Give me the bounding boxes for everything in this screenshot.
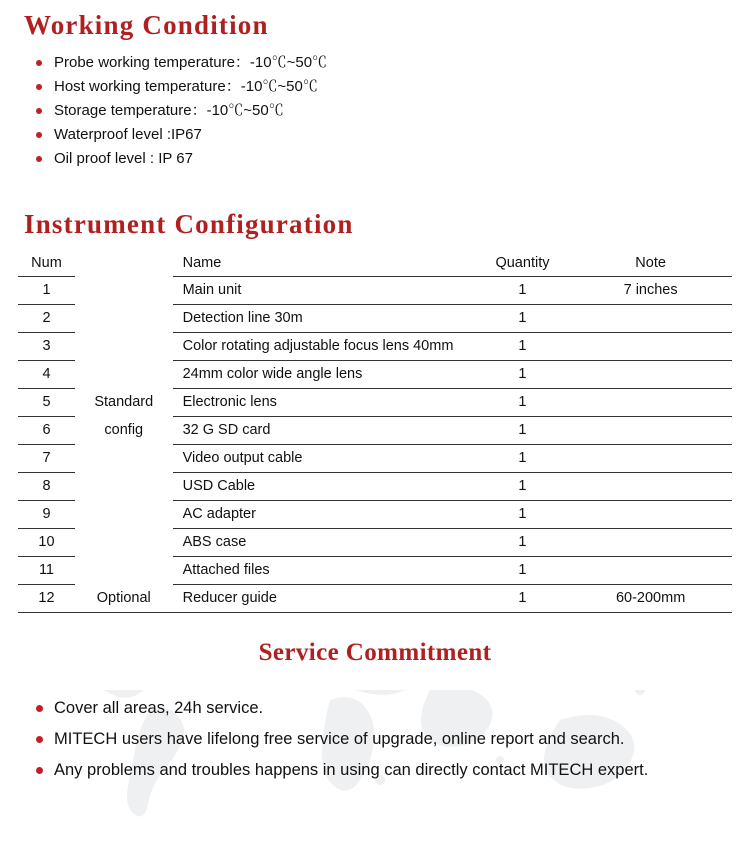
cell-note xyxy=(569,529,732,557)
cell-note xyxy=(569,389,732,417)
table-row xyxy=(18,585,732,613)
cell-num: 4 xyxy=(18,361,75,389)
cell-name: ABS case xyxy=(173,529,476,557)
working-condition-list xyxy=(18,47,732,170)
cell-note xyxy=(569,417,732,445)
cell-quantity: 1 xyxy=(476,305,570,333)
list-item-text: Any problems and troubles happens in using can directly contact MITECH expert. xyxy=(54,761,649,779)
service-commitment-list xyxy=(18,689,732,785)
cell-name: Attached files xyxy=(173,557,476,585)
cell-note: 7 inches xyxy=(569,277,732,305)
cell-group-standard-line2: config xyxy=(104,422,144,438)
list-item-text: Host working temperature：-10℃~50℃ xyxy=(54,78,318,95)
cell-num: 7 xyxy=(18,445,75,473)
cell-num: 1 xyxy=(18,277,75,305)
table-row xyxy=(18,389,732,417)
list-item-text: Storage temperature：-10℃~50℃ xyxy=(54,102,284,119)
list-item-text: Waterproof level :IP67 xyxy=(54,126,202,143)
cell-quantity: 1 xyxy=(476,501,570,529)
cell-quantity: 1 xyxy=(476,417,570,445)
cell-note xyxy=(569,501,732,529)
column-header-name: Name xyxy=(173,252,476,277)
instrument-configuration-table xyxy=(18,252,732,613)
cell-note xyxy=(569,361,732,389)
cell-note xyxy=(569,445,732,473)
cell-num: 8 xyxy=(18,473,75,501)
cell-quantity: 1 xyxy=(476,473,570,501)
list-item-text: Probe working temperature：-10℃~50℃ xyxy=(54,54,328,71)
list-item xyxy=(32,123,732,146)
service-commitment-title: Service Commitment xyxy=(258,639,492,666)
column-header-num: Num xyxy=(18,252,75,277)
cell-quantity: 1 xyxy=(476,529,570,557)
list-item-text: Cover all areas, 24h service. xyxy=(54,699,264,717)
list-item xyxy=(32,724,732,754)
cell-note xyxy=(569,473,732,501)
column-header-group xyxy=(75,252,173,277)
cell-quantity: 1 xyxy=(476,445,570,473)
cell-num: 9 xyxy=(18,501,75,529)
cell-num: 10 xyxy=(18,529,75,557)
cell-name: Main unit xyxy=(173,277,476,305)
cell-name: Detection line 30m xyxy=(173,305,476,333)
cell-name: 24mm color wide angle lens xyxy=(173,361,476,389)
cell-name: Color rotating adjustable focus lens 40mm xyxy=(173,333,476,361)
list-item xyxy=(32,755,732,785)
list-item xyxy=(32,99,732,122)
cell-quantity: 1 xyxy=(476,333,570,361)
cell-name: Electronic lens xyxy=(173,389,476,417)
cell-quantity: 1 xyxy=(476,361,570,389)
column-header-note: Note xyxy=(569,252,732,277)
cell-num: 5 xyxy=(18,389,75,417)
cell-num: 11 xyxy=(18,557,75,585)
list-item-text: Oil proof level : IP 67 xyxy=(54,150,193,167)
cell-name: AC adapter xyxy=(173,501,476,529)
table-header-row xyxy=(18,252,732,277)
cell-quantity: 1 xyxy=(476,389,570,417)
cell-name: USD Cable xyxy=(173,473,476,501)
cell-name: Reducer guide xyxy=(173,585,476,613)
cell-name: 32 G SD card xyxy=(173,417,476,445)
cell-note xyxy=(569,305,732,333)
cell-group-standard-line1: Standard xyxy=(94,394,154,410)
list-item xyxy=(32,147,732,170)
list-item xyxy=(32,75,732,98)
cell-num: 2 xyxy=(18,305,75,333)
cell-group-empty-top xyxy=(75,277,173,389)
list-item xyxy=(32,693,732,723)
table-row xyxy=(18,277,732,305)
cell-group-empty-bottom xyxy=(75,445,173,585)
list-item xyxy=(32,51,732,74)
cell-name: Video output cable xyxy=(173,445,476,473)
instrument-configuration-title: Instrument Configuration xyxy=(24,209,354,239)
cell-num: 12 xyxy=(18,585,75,613)
cell-note xyxy=(569,557,732,585)
working-condition-title: Working Condition xyxy=(24,10,269,40)
table-row xyxy=(18,445,732,473)
cell-num: 3 xyxy=(18,333,75,361)
cell-quantity: 1 xyxy=(476,585,570,613)
list-item-text: MITECH users have lifelong free service of upgrade, online report and search. xyxy=(54,730,625,748)
cell-note xyxy=(569,333,732,361)
column-header-quantity: Quantity xyxy=(476,252,570,277)
cell-group-optional: Optional xyxy=(75,585,173,613)
table-row xyxy=(18,417,732,445)
cell-quantity: 1 xyxy=(476,277,570,305)
cell-quantity: 1 xyxy=(476,557,570,585)
cell-num: 6 xyxy=(18,417,75,445)
cell-note: 60-200mm xyxy=(569,585,732,613)
